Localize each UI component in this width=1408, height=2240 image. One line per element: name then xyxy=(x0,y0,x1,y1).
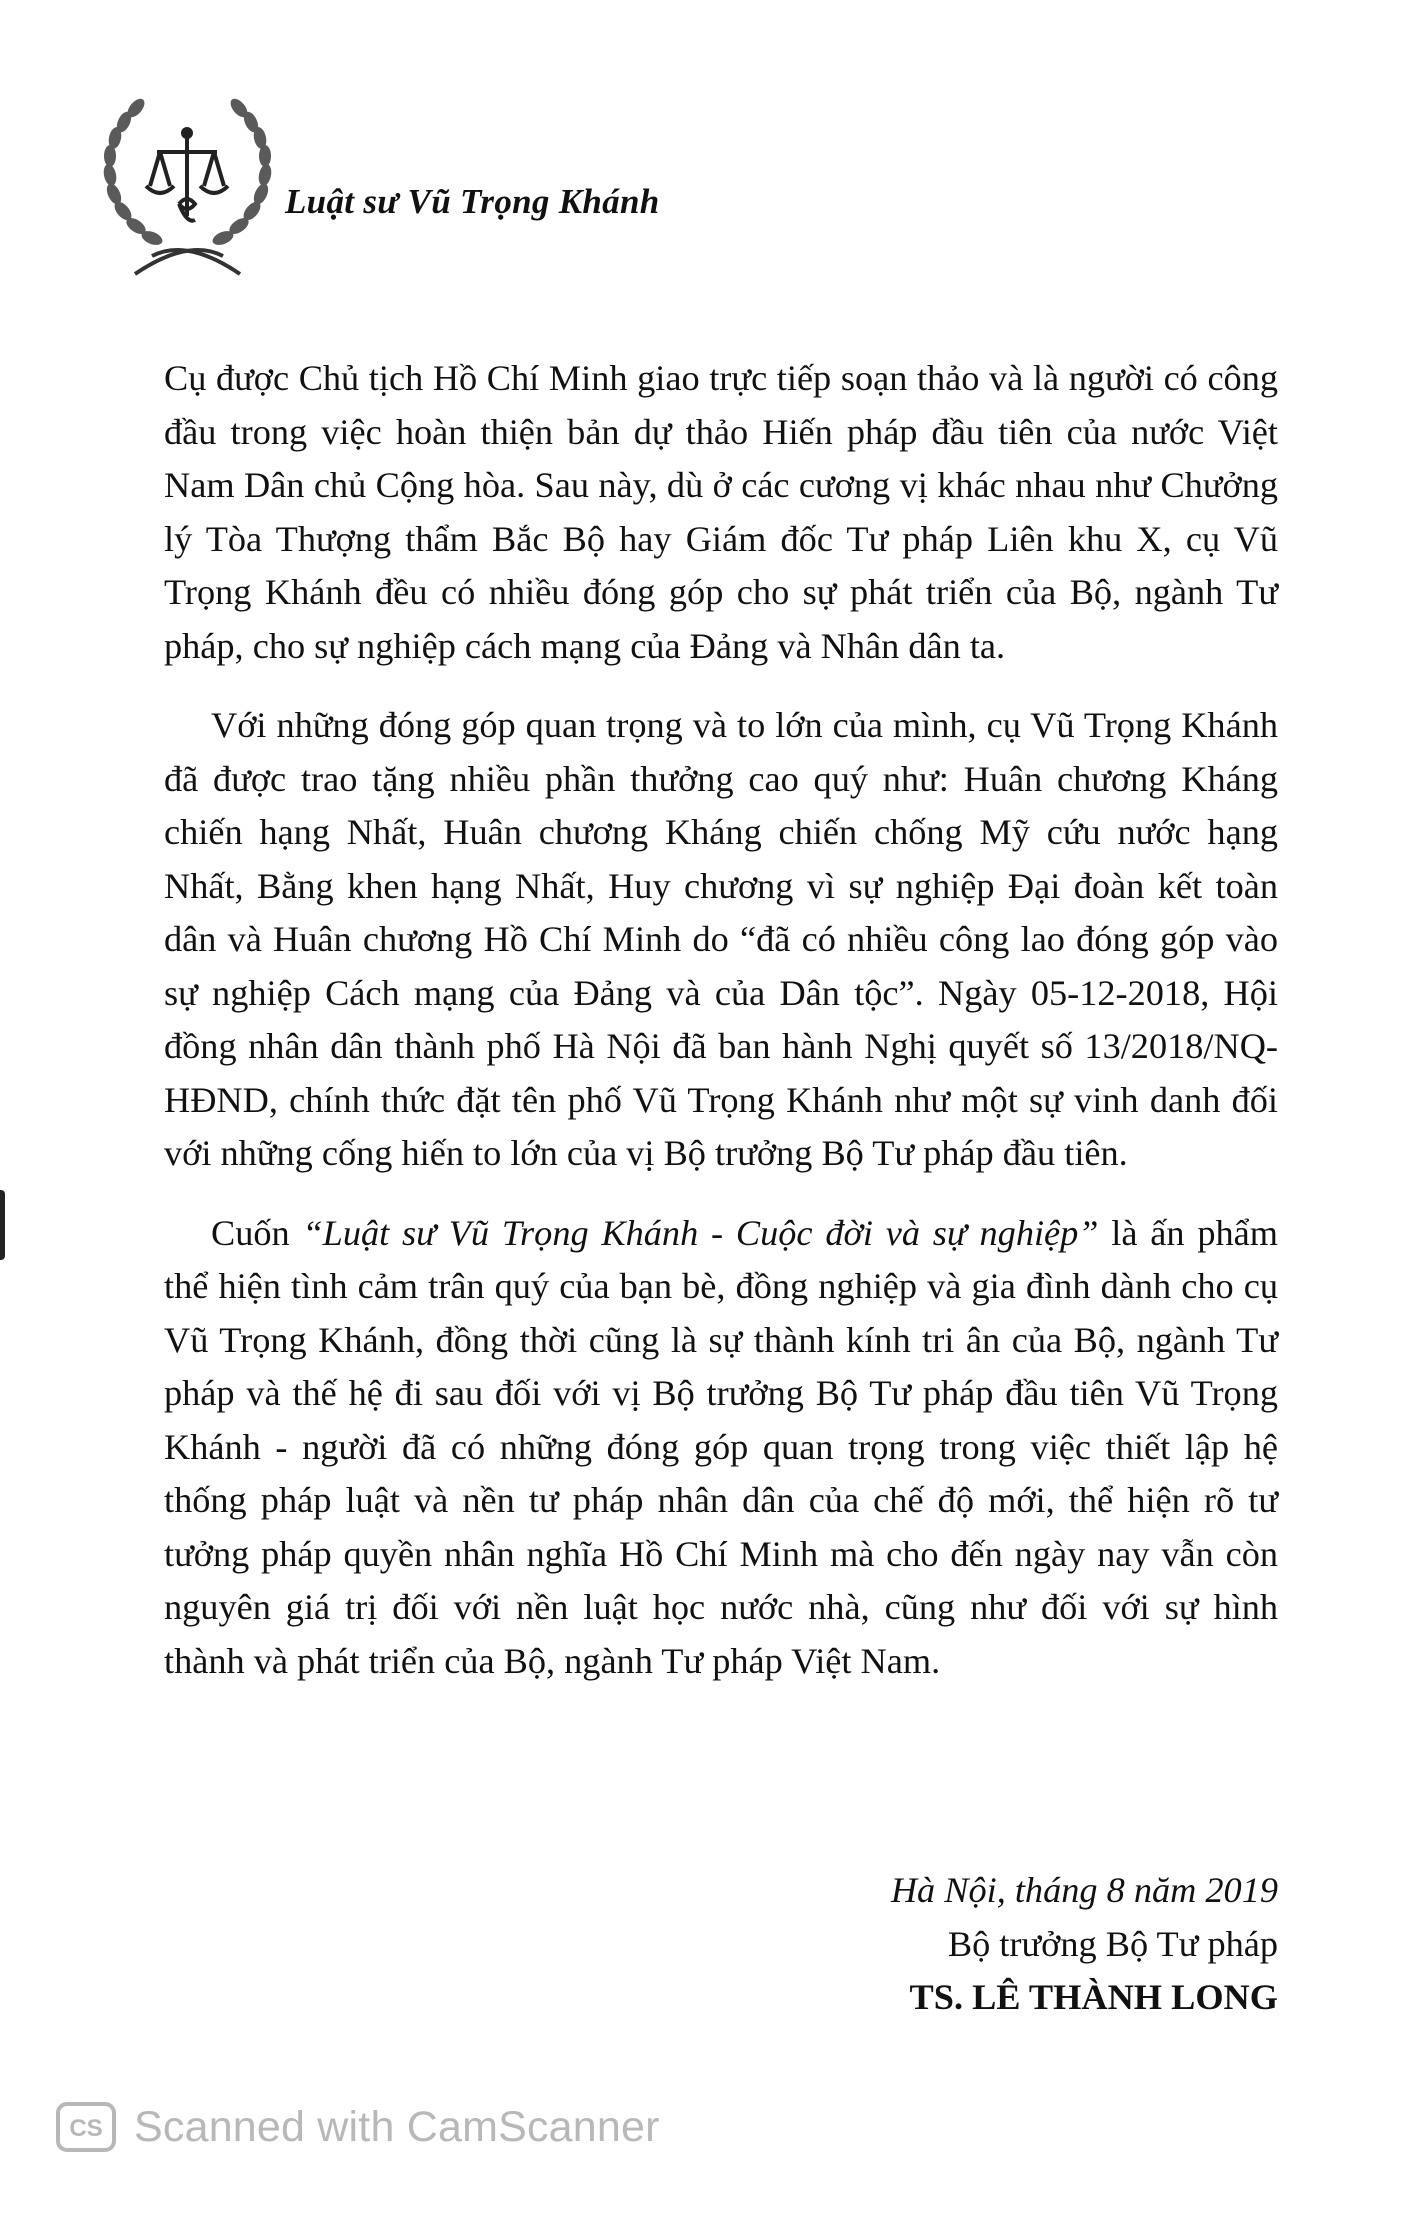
paragraph-3-rest: là ấn phẩm thể hiện tình cảm trân quý của bạn bè, đồng nghiệp và gia đình dành cho cụ Vũ Trọng Khánh, đồng thời cũng là sự thành kính tri ân của Bộ, ngành Tư pháp và thế hệ đi sau đối với vị Bộ trưởng Bộ Tư pháp đầu tiên Vũ Trọng Khánh - người đã có những đóng góp quan trọng trong việc thiết lập hệ thống pháp luật và nền tư pháp nhân dân của chế độ mới, thể hiện rõ tư tưởng pháp quyền nhân nghĩa Hồ Chí Minh mà cho đến ngày nay vẫn còn nguyên giá trị đối với nền luật học nước nhà, cũng như đối với sự hình thành và phát triển của Bộ, ngành Tư pháp Việt Nam. xyxy=(164,1212,1278,1681)
place-date: Hà Nội, tháng 8 năm 2019 xyxy=(890,1870,1278,1910)
laurel-scales-emblem-icon xyxy=(90,78,285,278)
running-title: Luật sư Vũ Trọng Khánh xyxy=(285,182,660,221)
camscanner-watermark xyxy=(56,2100,660,2154)
body-text xyxy=(164,352,1278,1714)
svg-text:CS: CS xyxy=(69,2115,103,2142)
camscanner-logo-icon xyxy=(56,2102,116,2152)
camscanner-text: Scanned with CamScanner xyxy=(134,2102,660,2151)
book-title: “Luật sư Vũ Trọng Khánh - Cuộc đời và sự nghiệp” xyxy=(302,1212,1099,1253)
signature-block xyxy=(891,1864,1278,2025)
paragraph-1: Cụ được Chủ tịch Hồ Chí Minh giao trực tiếp soạn thảo và là người có công đầu trong việc hoàn thiện bản dự thảo Hiến pháp đầu tiên của nước Việt Nam Dân chủ Cộng hòa. Sau này, dù ở các cương vị khác nhau như Chưởng lý Tòa Thượng thẩm Bắc Bộ hay Giám đốc Tư pháp Liên khu X, cụ Vũ Trọng Khánh đều có nhiều đóng góp cho sự phát triển của Bộ, ngành Tư pháp, cho sự nghiệp cách mạng của Đảng và Nhân dân ta. xyxy=(164,358,1278,666)
signer-position: Bộ trưởng Bộ Tư pháp xyxy=(947,1923,1278,1964)
paragraph-3-lead: Cuốn xyxy=(211,1212,303,1253)
scan-edge-mark xyxy=(0,1190,5,1260)
signer-name: TS. LÊ THÀNH LONG xyxy=(909,1977,1278,2017)
paragraph-3 xyxy=(164,1207,1278,1689)
paragraph-2: Với những đóng góp quan trọng và to lớn của mình, cụ Vũ Trọng Khánh đã được trao tặng nhiều phần thưởng cao quý như: Huân chương Kháng chiến hạng Nhất, Huân chương Kháng chiến chống Mỹ cứu nước hạng Nhất, Bằng khen hạng Nhất, Huy chương vì sự nghiệp Đại đoàn kết toàn dân và Huân chương Hồ Chí Minh do “đã có nhiều công lao đóng góp vào sự nghiệp Cách mạng của Đảng và của Dân tộc”. Ngày 05-12-2018, Hội đồng nhân dân thành phố Hà Nội đã ban hành Nghị quyết số 13/2018/NQ-HĐND, chính thức đặt tên phố Vũ Trọng Khánh như một sự vinh danh đối với những cống hiến to lớn của vị Bộ trưởng Bộ Tư pháp đầu tiên. xyxy=(164,705,1278,1173)
page-header xyxy=(90,78,790,278)
